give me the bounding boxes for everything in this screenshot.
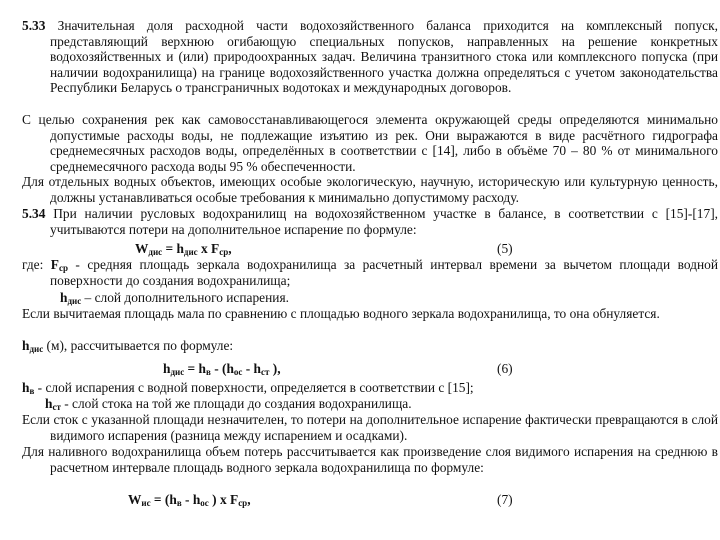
paragraph-text: Если вычитаемая площадь мала по сравнению с площадью водного зеркала водохранилища, то она обнуляется. bbox=[22, 306, 660, 321]
paragraph-text: С целью сохранения рек как самовосстанавливающегося элемента окружающей среды определяются минимально допустимые расходы воды, не подлежащие изъятию из рек. Они выражаются в виде расчётного гидрографа среднемесячных расходов воды, определённых в соответствии с [14], либо в объёме 70 – 80 % от минимального среднемесячного расхода воды 95 % обеспеченности. bbox=[22, 112, 718, 174]
formula-6: $h_{дис} = h_в - (h_{ос} - h_{ст}$ ), bbox=[163, 361, 281, 377]
paragraph-text: Для наливного водохранилища объем потерь рассчитывается как произведение слоя видимого испарения на среднюю в расчетном интервале площадь водного зеркала водохранилища по формуле: bbox=[22, 444, 718, 475]
paragraph-text: При наличии русловых водохранилищ на водохозяйственном участке в балансе, в соответствии с [15]-[17], учитываются потери на дополнительное испарение по формуле: bbox=[45, 206, 718, 237]
definition-h-dis: $h_{дис}$ – слой дополнительного испарения. bbox=[60, 290, 289, 306]
clause-number-5-34: 5.34 bbox=[22, 206, 46, 221]
formula-7-number: (7) bbox=[497, 492, 513, 507]
paragraph-special-objects bbox=[22, 174, 718, 205]
definition-h-st: $h_{ст}$ - слой стока на той же площади до создания водохранилища. bbox=[45, 396, 412, 412]
paragraph-fill-reservoir bbox=[22, 444, 718, 475]
paragraph-where-f: где: $F_{ср}$ - средняя площадь зеркала водохранилища за расчетный интервал времени за вычетом площади водной поверхности до создания водохранилища; bbox=[22, 257, 718, 288]
paragraph-text: Для отдельных водных объектов, имеющих особые экологическую, научную, историческую или культурную ценность, должны устанавливаться особые требования к минимально допустимому расходу. bbox=[22, 174, 718, 205]
formula-6-number: (6) bbox=[497, 361, 513, 376]
formula-5-number: (5) bbox=[497, 241, 513, 256]
paragraph-5-33 bbox=[22, 18, 718, 96]
formula-7: $W_{ис} = (h_в - h_{ос}$ ) x $F_{ср}$, bbox=[128, 492, 251, 508]
formula-5: $W_{дис} = h_{дис}$ x $F_{ср}$, bbox=[135, 241, 232, 257]
paragraph-visible-evaporation bbox=[22, 412, 718, 443]
h-dis-calc-line: $h_{дис}$ (м), рассчитывается по формуле: bbox=[22, 338, 234, 354]
paragraph-text: Значительная доля расходной части водохозяйственного баланса приходится на комплексный попуск, представляющий верхнюю огибающую специальных попусков, направленных на решение конкретных водохозяйственных и (или) природоохранных задач. Величина транзитного стока или комплексного попуска (при наличии водохранилища) на границе водохозяйственного участка должна определяться с учетом законодательства Республики Беларусь о трансграничных водотоках и международных договоров. bbox=[45, 18, 718, 96]
paragraph-zeroed bbox=[22, 306, 718, 322]
paragraph-text: Если сток с указанной площади незначителен, то потери на дополнительное испарение фактически превращаются в слой видимого испарения (разница между испарением и осадками). bbox=[22, 412, 718, 443]
paragraph-min-flow bbox=[22, 112, 718, 174]
definition-h-v: $h_в$ - слой испарения с водной поверхности, определяется в соответствии с [15]; bbox=[22, 380, 474, 396]
paragraph-5-34 bbox=[22, 206, 718, 237]
clause-number-5-33: 5.33 bbox=[22, 18, 46, 33]
